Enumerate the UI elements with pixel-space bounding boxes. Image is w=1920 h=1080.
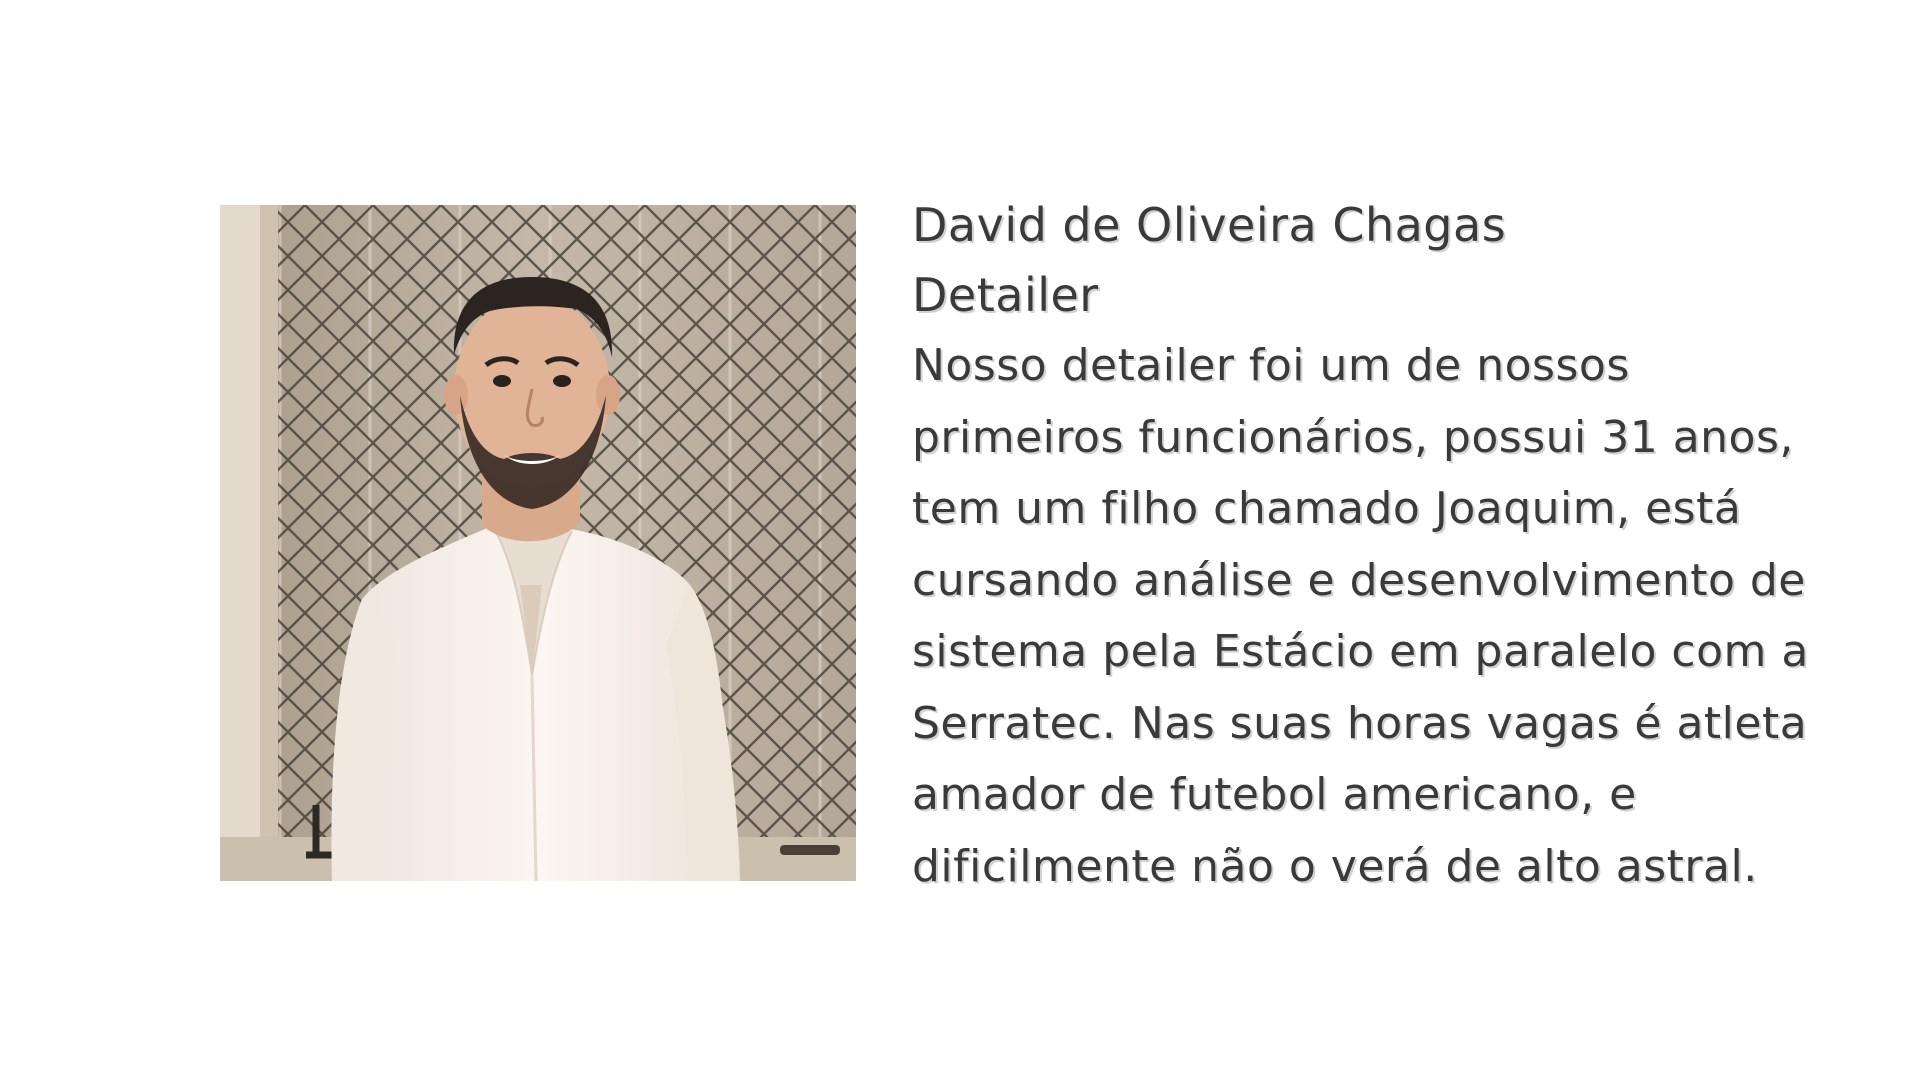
bio-line: Nosso detailer foi um de nossos [912, 340, 1630, 391]
profile-photo [220, 205, 856, 881]
bio-line: Serratec. Nas suas horas vagas é atleta [912, 697, 1808, 749]
person-bio [912, 330, 1809, 902]
bio-line: dificilmente não o verá de alto astral. [912, 840, 1758, 892]
bio-line: tem um filho chamado Joaquim, está [912, 483, 1742, 534]
bio-line: cursando análise e desenvolvimento de [912, 554, 1806, 606]
bio-line: sistema pela Estácio em paralelo com a [912, 626, 1809, 677]
bio-line: amador de futebol americano, e [912, 769, 1637, 820]
person-name: David de Oliveira Chagas [912, 198, 1507, 252]
bio-line: primeiros funcionários, possui 31 anos, [912, 411, 1794, 463]
person-role: Detailer [912, 268, 1099, 322]
profile-text [912, 190, 1809, 902]
